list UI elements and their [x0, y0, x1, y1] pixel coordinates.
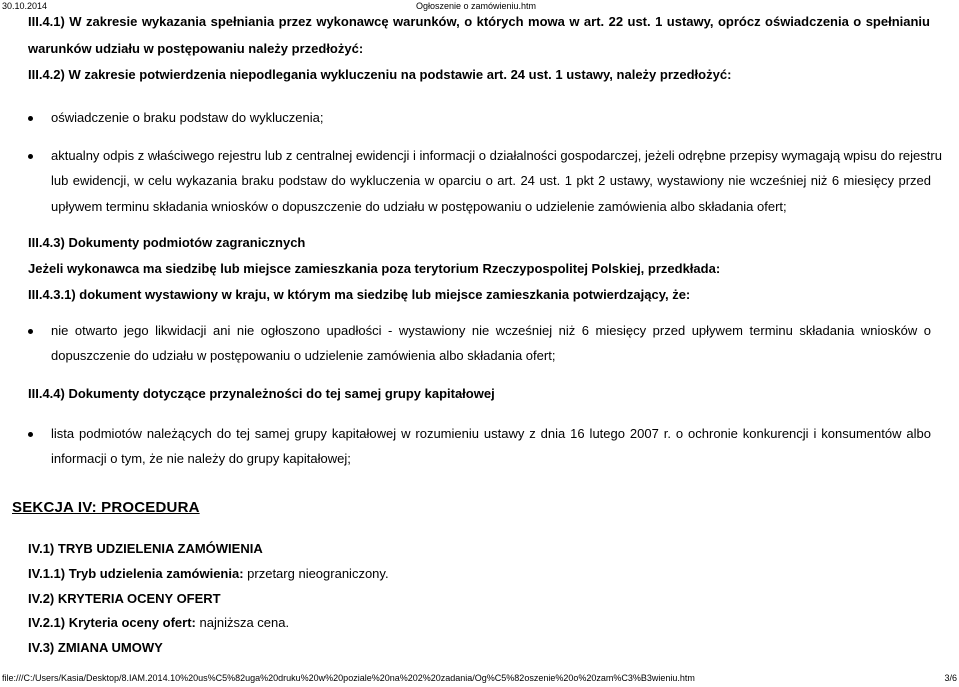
- file-path: file:///C:/Users/Kasia/Desktop/8.IAM.2014.10%20us%C5%82uga%20druku%20w%20poziale%20na%202%20zadania/Og%C5%82oszenie%20o%20zam%C3%B3wieniu.htm: [2, 673, 695, 683]
- list-item-text-line2: dopuszczenie do udziału w postępowaniu o udzielenie zamówienia albo składania ofert;: [51, 348, 556, 363]
- foreign-entity-text: Jeżeli wykonawca ma siedzibę lub miejsce zamieszkania poza terytorium Rzeczypospolitej Polskiej, przedkłada:: [28, 261, 721, 276]
- iv11-label: IV.1.1) Tryb udzielenia zamówienia:: [28, 566, 244, 581]
- bullet-icon: [28, 116, 33, 121]
- iv11-row: [28, 566, 389, 582]
- iv21-row: [28, 615, 289, 631]
- bullet-icon: [28, 154, 33, 159]
- list-item-text-line1: nie otwarto jego likwidacji ani nie ogłoszono upadłości - wystawiony nie wcześniej niż 6 miesięcy przed upływem terminu składania wniosków o: [51, 323, 931, 338]
- section-3-4-3: III.4.3) Dokumenty podmiotów zagranicznych: [28, 235, 306, 250]
- bullet-icon: [28, 329, 33, 334]
- iv11-value: przetarg nieograniczony.: [243, 566, 389, 581]
- iv21-value: najniższa cena.: [195, 615, 290, 630]
- iv3-heading: IV.3) ZMIANA UMOWY: [28, 640, 163, 655]
- section-3-4-4: III.4.4) Dokumenty dotyczące przynależności do tej samej grupy kapitałowej: [28, 386, 495, 401]
- list-item-text-line2: informacji o tym, że nie należy do grupy kapitałowej;: [51, 451, 351, 466]
- section-3-4-3-1: III.4.3.1) dokument wystawiony w kraju, w którym ma siedzibę lub miejsce zamieszkania potwierdzający, że:: [28, 287, 691, 302]
- iv1-heading: IV.1) TRYB UDZIELENIA ZAMÓWIENIA: [28, 541, 263, 556]
- section-3-4-2: III.4.2) W zakresie potwierdzenia niepodlegania wykluczeniu na podstawie art. 24 ust. 1 ustawy, należy przedłożyć:: [28, 67, 732, 82]
- page-number: 3/6: [944, 673, 957, 683]
- section-3-4-1-line1: III.4.1) W zakresie wykazania spełniania przez wykonawcę warunków, o których mowa w art. 22 ust. 1 ustawy, oprócz oświadczenia o spełnianiu: [28, 14, 930, 29]
- list-item-text-line1: aktualny odpis z właściwego rejestru lub z centralnej ewidencji i informacji o działalności gospodarczej, jeżeli odrębne przepisy wymagają wpisu do rejestru: [51, 148, 942, 163]
- list-item-text-line1: lista podmiotów należących do tej samej grupy kapitałowej w rozumieniu ustawy z dnia 16 lutego 2007 r. o ochronie konkurencji i konsumentów albo: [51, 426, 931, 441]
- bullet-icon: [28, 432, 33, 437]
- iv2-heading: IV.2) KRYTERIA OCENY OFERT: [28, 591, 221, 606]
- print-date: 30.10.2014: [2, 1, 48, 11]
- document-title: Ogłoszenie o zamówieniu.htm: [416, 1, 537, 11]
- section-3-4-1-line2: warunków udziału w postępowaniu należy przedłożyć:: [28, 41, 364, 56]
- list-item-text-line3: upływem terminu składania wniosków o dopuszczenie do udziału w postępowaniu o udzielenie zamówienia albo składania ofert;: [51, 199, 787, 214]
- section-title: SEKCJA IV: PROCEDURA: [12, 499, 200, 516]
- iv21-label: IV.2.1) Kryteria oceny ofert:: [28, 615, 196, 630]
- list-item-text: oświadczenie o braku podstaw do wykluczenia;: [51, 110, 324, 125]
- list-item-text-line2: lub ewidencji, w celu wykazania braku podstaw do wykluczenia w oparciu o art. 24 ust. 1 pkt 2 ustawy, wystawiony nie wcześniej niż 6 miesięcy przed: [51, 173, 931, 188]
